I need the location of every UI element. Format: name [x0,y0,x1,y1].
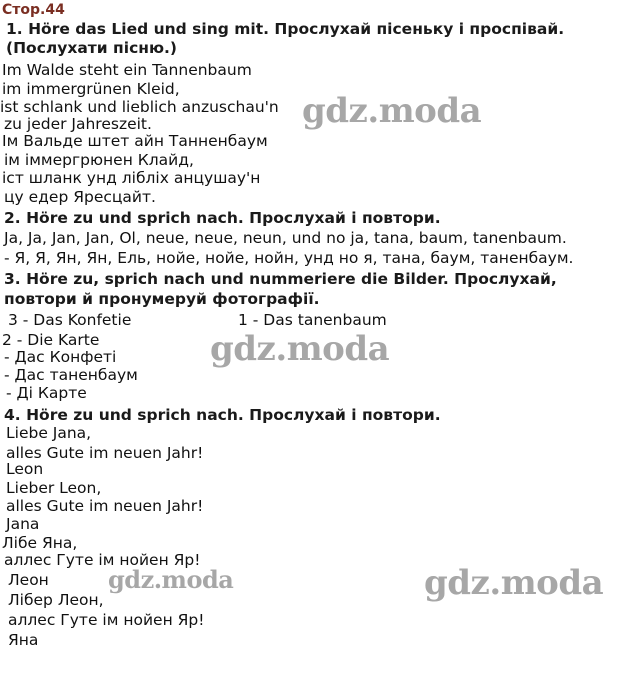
letter-line-8: аллес Гуте ім нойен Яр! [4,551,201,569]
ua-line-tanenbaum: - Дас таненбаум [4,366,138,384]
letter-line-11: аллес Гуте ім нойен Яр! [8,611,205,629]
picture-2-label: 2 - Die Karte [2,331,100,349]
song-line-ua-1: Ім Вальде штет айн Танненбаум [2,132,268,150]
letter-line-9: Леон [8,571,49,589]
exercise-1-subheading: (Послухати пісню.) [6,39,178,57]
letter-line-10: Лібер Леон, [8,591,104,609]
exercise-1-heading: 1. Höre das Lied und sing mit. Прослухай пісеньку і проспівай. [6,20,565,38]
song-line-de-4: zu jeder Jahreszeit. [4,115,152,133]
letter-line-7: Лібе Яна, [2,534,78,552]
picture-1-label: 1 - Das tanenbaum [238,311,387,329]
watermark-2: gdz.moda [210,329,390,369]
exercise-4-heading: 4. Höre zu und sprich nach. Прослухай і повтори. [4,406,441,424]
exercise-3-heading-2: повтори й пронумеруй фотографії. [4,290,320,308]
letter-line-12: Яна [8,631,39,649]
song-line-ua-2: ім іммергрюнен Клайд, [4,151,194,169]
watermark-1: gdz.moda [302,91,482,131]
page-number: Стор.44 [2,2,65,18]
picture-3-label: 3 - Das Konfetie [8,311,132,329]
exercise-2-heading: 2. Höre zu und sprich nach. Прослухай і повтори. [4,209,441,227]
letter-line-4: Lieber Leon, [6,479,102,497]
song-line-de-3: ist schlank und lieblich anzuschau'n [0,98,279,116]
letter-line-3: Leon [6,460,44,478]
letter-line-2: alles Gute im neuen Jahr! [6,444,204,462]
ua-line-karte: - Ді Карте [6,384,87,402]
song-line-de-2: im immergrünen Kleid, [2,80,180,98]
exercise-2-line-de: Ja, Ja, Jan, Jan, Ol, neue, neue, neun, und no ja, tana, baum, tanenbaum. [4,229,567,247]
song-line-ua-4: цу едер Яресцайт. [4,188,156,206]
letter-line-1: Liebe Jana, [6,424,92,442]
letter-line-5: alles Gute im neuen Jahr! [6,497,204,515]
exercise-3-heading: 3. Höre zu, sprich nach und nummeriere die Bilder. Прослухай, [4,270,557,288]
exercise-2-line-ua: - Я, Я, Ян, Ян, Ель, нойе, нойе, нойн, унд но я, тана, баум, таненбаум. [4,249,574,267]
ua-line-konfeti: - Дас Конфеті [4,348,117,366]
watermark-3: gdz.moda [108,565,234,594]
letter-line-6: Jana [6,515,40,533]
song-line-ua-3: іст шланк унд ліблiх анцушау'н [2,169,261,187]
song-line-de-1: Im Walde steht ein Tannenbaum [2,61,252,79]
watermark-4: gdz.moda [424,563,604,603]
